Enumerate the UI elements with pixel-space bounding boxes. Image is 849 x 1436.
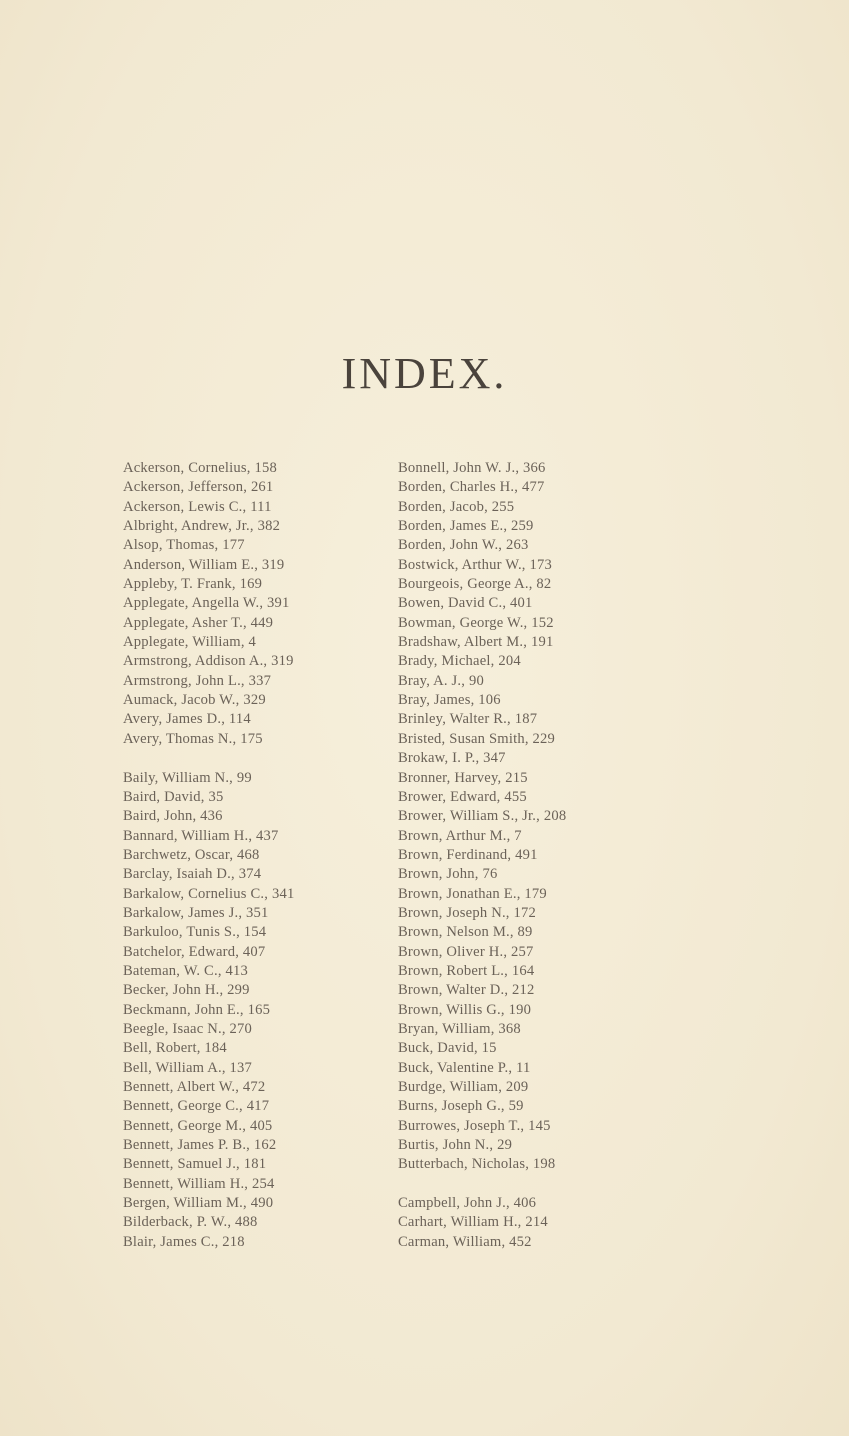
index-entry: Buck, David, 15	[398, 1040, 497, 1057]
index-entry: Burns, Joseph G., 59	[398, 1098, 524, 1115]
index-entry: Burtis, John N., 29	[398, 1137, 513, 1154]
index-entry: Bradshaw, Albert M., 191	[398, 634, 554, 651]
index-entry: Bray, A. J., 90	[398, 672, 484, 689]
index-entry: Bennett, Albert W., 472	[123, 1079, 266, 1095]
index-entry: Bannard, William H., 437	[123, 827, 279, 844]
index-entry: Bennett, George M., 405	[123, 1117, 273, 1134]
index-entry: Borden, Charles H., 477	[398, 479, 545, 496]
index-entry: Buck, Valentine P., 11	[398, 1059, 531, 1076]
index-entry: Blair, James C., 218	[123, 1233, 245, 1250]
index-entry: Brown, Oliver H., 257	[398, 943, 534, 960]
index-entry: Alsop, Thomas, 177	[123, 537, 245, 554]
index-entry: Butterbach, Nicholas, 198	[398, 1156, 556, 1173]
index-entry: Bell, Robert, 184	[123, 1040, 227, 1057]
index-entry: Applegate, Angella W., 391	[123, 595, 290, 612]
index-entry: Barkalow, James J., 351	[123, 904, 269, 921]
index-entry: Barkuloo, Tunis S., 154	[123, 924, 267, 941]
index-entry: Bilderback, P. W., 488	[123, 1214, 258, 1231]
index-entry: Anderson, William E., 319	[123, 556, 285, 573]
index-entry: Baily, William N., 99	[123, 769, 252, 786]
index-entry: Ackerson, Lewis C., 111	[123, 498, 272, 515]
index-entry: Borden, James E., 259	[398, 518, 534, 535]
index-entry: Bronner, Harvey, 215	[398, 769, 528, 786]
index-entry: Batchelor, Edward, 407	[123, 943, 266, 960]
index-entry: Burdge, William, 209	[398, 1079, 529, 1095]
index-entry: Bristed, Susan Smith, 229	[398, 730, 556, 747]
index-entry: Bowen, David C., 401	[398, 595, 533, 612]
section-gap	[123, 749, 373, 768]
index-entry: Brinley, Walter R., 187	[398, 711, 538, 728]
index-entry: Brown, Jonathan E., 179	[398, 885, 547, 902]
index-entry: Bray, James, 106	[398, 692, 501, 709]
index-column-left	[123, 459, 373, 1252]
index-entry: Burrowes, Joseph T., 145	[398, 1117, 551, 1134]
index-entry: Avery, Thomas N., 175	[123, 730, 263, 747]
index-entry: Brown, Arthur M., 7	[398, 827, 522, 844]
index-entry: Brown, John, 76	[398, 866, 498, 883]
index-entry: Brower, William S., Jr., 208	[398, 808, 567, 825]
index-column-right	[398, 459, 688, 1252]
index-entry: Barchwetz, Oscar, 468	[123, 846, 260, 863]
index-entry: Applegate, Asher T., 449	[123, 614, 274, 631]
index-entry: Campbell, John J., 406	[398, 1195, 537, 1212]
index-entry: Bennett, William H., 254	[123, 1175, 275, 1192]
index-entry: Armstrong, John L., 337	[123, 672, 272, 689]
index-entry: Albright, Andrew, Jr., 382	[123, 518, 281, 535]
index-entry: Bennett, George C., 417	[123, 1098, 270, 1115]
index-entry: Carman, William, 452	[398, 1233, 532, 1250]
index-entry: Brokaw, I. P., 347	[398, 750, 506, 767]
index-entry: Ackerson, Jefferson, 261	[123, 479, 274, 496]
index-entry: Bennett, James P. B., 162	[123, 1137, 277, 1154]
index-entry: Brady, Michael, 204	[398, 653, 521, 670]
index-entry: Brown, Nelson M., 89	[398, 924, 533, 941]
index-entry: Bostwick, Arthur W., 173	[398, 556, 552, 573]
index-entry: Borden, John W., 263	[398, 537, 529, 554]
index-entry: Avery, James D., 114	[123, 711, 251, 728]
index-entry: Becker, John H., 299	[123, 982, 250, 999]
index-entry: Baird, John, 436	[123, 808, 223, 825]
index-entry: Bourgeois, George A., 82	[398, 576, 552, 593]
index-entry: Appleby, T. Frank, 169	[123, 576, 263, 593]
index-entry: Barkalow, Cornelius C., 341	[123, 885, 295, 902]
index-entry: Ackerson, Cornelius, 158	[123, 460, 277, 476]
index-entry: Bergen, William M., 490	[123, 1195, 274, 1212]
index-entry: Bonnell, John W. J., 366	[398, 460, 546, 476]
index-entry: Applegate, William, 4	[123, 634, 257, 651]
index-entry: Brower, Edward, 455	[398, 788, 527, 805]
index-entry: Bennett, Samuel J., 181	[123, 1156, 267, 1173]
index-entry: Brown, Walter D., 212	[398, 982, 535, 999]
index-entry: Bowman, George W., 152	[398, 614, 554, 631]
index-entry: Barclay, Isaiah D., 374	[123, 866, 262, 883]
index-entry: Baird, David, 35	[123, 788, 224, 805]
index-entry: Bell, William A., 137	[123, 1059, 253, 1076]
section-gap	[398, 1175, 688, 1194]
index-entry: Carhart, William H., 214	[398, 1214, 548, 1231]
index-entry: Brown, Ferdinand, 491	[398, 846, 538, 863]
index-entry: Bryan, William, 368	[398, 1020, 521, 1037]
index-entry: Beckmann, John E., 165	[123, 1001, 271, 1018]
index-entry: Bateman, W. C., 413	[123, 962, 249, 979]
index-entry: Beegle, Isaac N., 270	[123, 1020, 253, 1037]
index-entry: Aumack, Jacob W., 329	[123, 692, 266, 709]
index-entry: Brown, Robert L., 164	[398, 962, 535, 979]
index-entry: Brown, Joseph N., 172	[398, 904, 536, 921]
index-entry: Borden, Jacob, 255	[398, 498, 515, 515]
index-entry: Brown, Willis G., 190	[398, 1001, 532, 1018]
index-entry: Armstrong, Addison A., 319	[123, 653, 294, 670]
page-title: INDEX.	[341, 349, 508, 398]
